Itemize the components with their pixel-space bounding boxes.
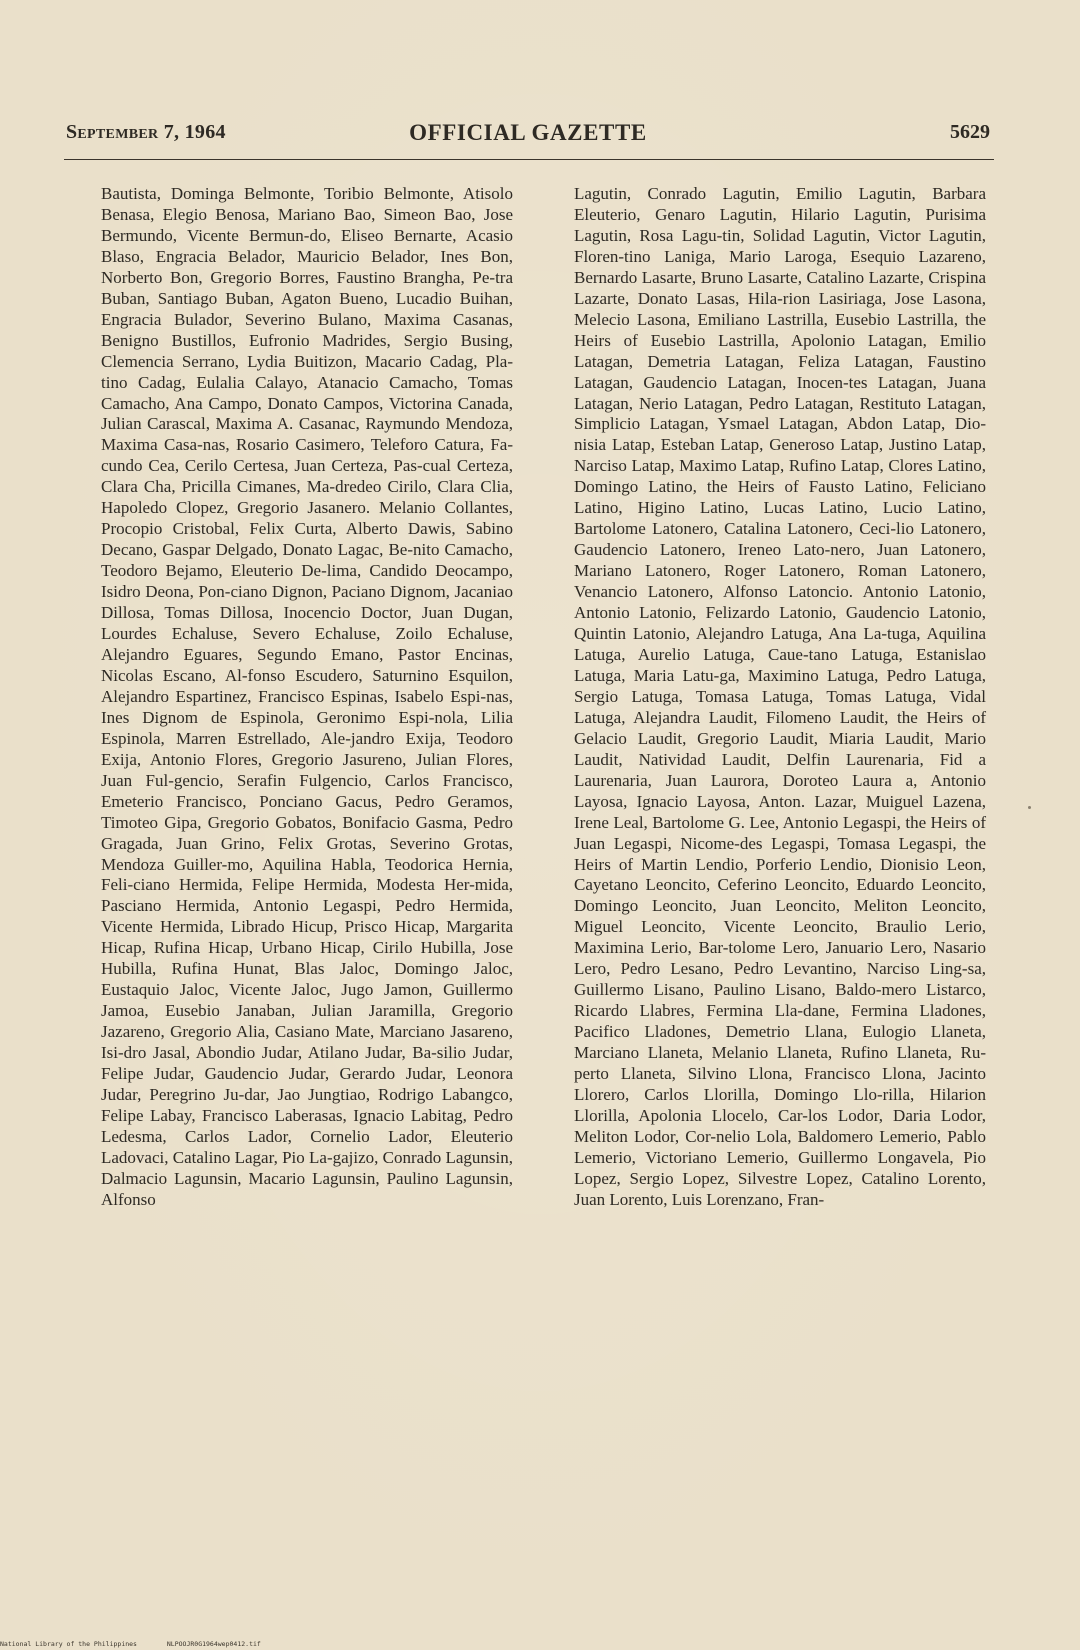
page-number: 5629 <box>950 121 990 143</box>
right-column-text: Lagutin, Conrado Lagutin, Emilio Lagutin, Barbara Eleuterio, Genaro Lagutin, Hilario Lagutin, Purisima Lagutin, Rosa Lagu-tin, Solidad Lagutin, Victor Lagutin, Floren-tino Laniga, Mario Laroga, Esequio Lazareno, Bernardo Lasarte, Bruno Lasarte, Catalino Lazarte, Crispina Lazarte, Donato Lasas, Hila-rion Lasiriaga, Jose Lasona, Melecio Lasona, Emiliano Lastrilla, Eusebio Lastrilla, the Heirs of Eusebio Lastrilla, Apolonio Latagan, Emilio Latagan, Demetria Latagan, Feliza Latagan, Faustino Latagan, Gaudencio Latagan, Inocen-tes Latagan, Juana Latagan, Nerio Latagan, Pedro Latagan, Restituto Latagan, Simplicio Latagan, Ysmael Latagan, Abdon Latap, Dio-nisia Latap, Esteban Latap, Generoso Latap, Justino Latap, Narciso Latap, Maximo Latap, Rufino Latap, Clores Latino, Domingo Latino, the Heirs of Fausto Latino, Feliciano Latino, Higino Latino, Lucas Latino, Lucio Latino, Bartolome Latonero, Catalina Latonero, Ceci-lio Latonero, Gaudencio Latonero, Ireneo Lato-nero, Juan Latonero, Mariano Latonero, Roger Latonero, Roman Latonero, Venancio Latonero, Alfonso Latoncio. Antonio Latonio, Antonio Latonio, Felizardo Latonio, Gaudencio Latonio, Quintin Latonio, Alejandro Latuga, Ana La-tuga, Aquilina Latuga, Aurelio Latuga, Caue-tano Latuga, Estanislao Latuga, Maria Latu-ga, Maximino Latuga, Pedro Latuga, Sergio Latuga, Tomasa Latuga, Tomas Latuga, Vidal Latuga, Alejandra Laudit, Filomeno Laudit, the Heirs of Gelacio Laudit, Gregorio Laudit, Miaria Laudit, Mario Laudit, Natividad Laudit, Delfin Laurenaria, Fid a Laurenaria, Juan Laurora, Doroteo Laura a, Antonio Layosa, Ignacio Layosa, Anton. Lazar, Muiguel Lazena, Irene Leal, Bartolome G. Lee, Antonio Legaspi, the Heirs of Juan Legaspi, Nicome-des Legaspi, Tomasa Legaspi, the Heirs of Martin Lendio, Porferio Lendio, Dionisio Leon, Cayetano Leoncito, Ceferino Leoncito, Eduardo Leoncito, Domingo Leoncito, Juan Leoncito, Meliton Leoncito, Miguel Leoncito, Vicente Leoncito, Braulio Lerio, Maximina Lerio, Bar-tolome Lero, Januario Lero, Nasario Lero, Pedro Lesano, Pedro Levantino, Narciso Ling-sa, Guillermo Lisano, Paulino Lisano, Baldo-mero Listarco, Ricardo Llabres, Fermina Lla-dane, Fermina Lladones, Pacifico Lladones, Demetrio Llana, Eulogio Llaneta, Marciano Llaneta, Melanio Llaneta, Rufino Llaneta, Ru-perto Llaneta, Silvino Llona, Francisco Llona, Jacinto Llorero, Carlos Llorilla, Domingo Llo-rilla, Hilarion Llorilla, Apolonia Llocelo, Car-los Lodor, Daria Lodor, Meliton Lodor, Cor-nelio Lola, Baldomero Lemerio, Pablo Lemerio, Victoriano Lemerio, Guillermo Longavela, Pio Lopez, Sergio Lopez, Silvestre Lopez, Catalino Lorento, Juan Lorento, Luis Lorenzano, Fran- <box>574 184 986 1209</box>
footer-file-id: NLPOOJR0G1964wep0412.tif <box>166 1640 261 1648</box>
left-column-text: Bautista, Dominga Belmonte, Toribio Belmonte, Atisolo Benasa, Elegio Benosa, Mariano Bao, Simeon Bao, Jose Bermundo, Vicente Bermun-do, Eliseo Bernarte, Acasio Blaso, Engracia Belador, Mauricio Belador, Ines Bon, Norberto Bon, Gregorio Borres, Faustino Brangha, Pe-tra Buban, Santiago Buban, Agaton Bueno, Lucadio Buihan, Engracia Bulador, Severino Bulano, Maxima Casanas, Benigno Bustillos, Eufronio Madrides, Sergio Busing, Clemencia Serrano, Lydia Buitizon, Macario Cadag, Pla-tino Cadag, Eulalia Calayo, Atanacio Camacho, Tomas Camacho, Ana Campo, Donato Campos, Victorina Canada, Julian Carascal, Maxima A. Casanac, Raymundo Mendoza, Maxima Casa-nas, Rosario Casimero, Teleforo Catura, Fa-cundo Cea, Cerilo Certesa, Juan Certeza, Pas-cual Certeza, Clara Cha, Pricilla Cimanes, Ma-dredeo Cirilo, Clara Clia, Hapoledo Clopez, Gregorio Jasanero. Melanio Collantes, Procopio Cristobal, Felix Curta, Alberto Dawis, Sabino Decano, Gaspar Delgado, Donato Lagac, Be-nito Camacho, Teodoro Bejamo, Eleuterio De-lima, Candido Deocampo, Isidro Deona, Pon-ciano Dignon, Paciano Dignom, Jacaniao Dillosa, Tomas Dillosa, Inocencio Doctor, Juan Dugan, Lourdes Echaluse, Severo Echaluse, Zoilo Echaluse, Alejandro Eguares, Segundo Emano, Pastor Encinas, Nicolas Escano, Al-fonso Escudero, Saturnino Esquilon, Alejandro Espartinez, Francisco Espinas, Isabelo Espi-nas, Ines Dignom de Espinola, Geronimo Espi-nola, Lilia Espinola, Marren Estrellado, Ale-jandro Exija, Teodoro Exija, Antonio Flores, Gregorio Jasureno, Julian Flores, Juan Ful-gencio, Serafin Fulgencio, Carlos Francisco, Emeterio Francisco, Ponciano Gacus, Pedro Geramos, Timoteo Gipa, Gregorio Gobatos, Bonifacio Gasma, Pedro Gragada, Juan Grino, Felix Grotas, Severino Grotas, Mendoza Guiller-mo, Aquilina Habla, Teodorica Hernia, Feli-ciano Hermida, Felipe Hermida, Modesta Her-mida, Pasciano Hermida, Antonio Legaspi, Pedro Hermida, Vicente Hermida, Librado Hicup, Prisco Hicap, Margarita Hicap, Rufina Hicap, Urbano Hicap, Cirilo Hubilla, Jose Hubilla, Rufina Hunat, Blas Jaloc, Domingo Jaloc, Eustaquio Jaloc, Vicente Jaloc, Jugo Jamon, Guillermo Jamoa, Eusebio Janaban, Julian Jaramilla, Gregorio Jazareno, Gregorio Alia, Casiano Mate, Marciano Jasareno, Isi-dro Jasal, Abondio Judar, Atilano Judar, Ba-silio Judar, Felipe Judar, Gaudencio Judar, Gerardo Judar, Leonora Judar, Peregrino Ju-dar, Jao Jungtiao, Rodrigo Labangco, Felipe Labay, Francisco Laberasas, Ignacio Labitag, Pedro Ledesma, Carlos Lador, Cornelio Lador, Eleuterio Ladovaci, Catalino Lagar, Pio La-gajizo, Conrado Lagunsin, Dalmacio Lagunsin, Macario Lagunsin, Paulino Lagunsin, Alfonso <box>101 184 513 1209</box>
header-date: September 7, 1964 <box>66 121 226 143</box>
header-title: OFFICIAL GAZETTE <box>409 120 647 145</box>
paper-speck <box>1028 806 1031 809</box>
footer-library: National Library of the Philippines <box>0 1640 137 1648</box>
header-rule <box>64 159 994 160</box>
running-head <box>66 121 990 151</box>
scan-footer <box>0 1640 287 1648</box>
